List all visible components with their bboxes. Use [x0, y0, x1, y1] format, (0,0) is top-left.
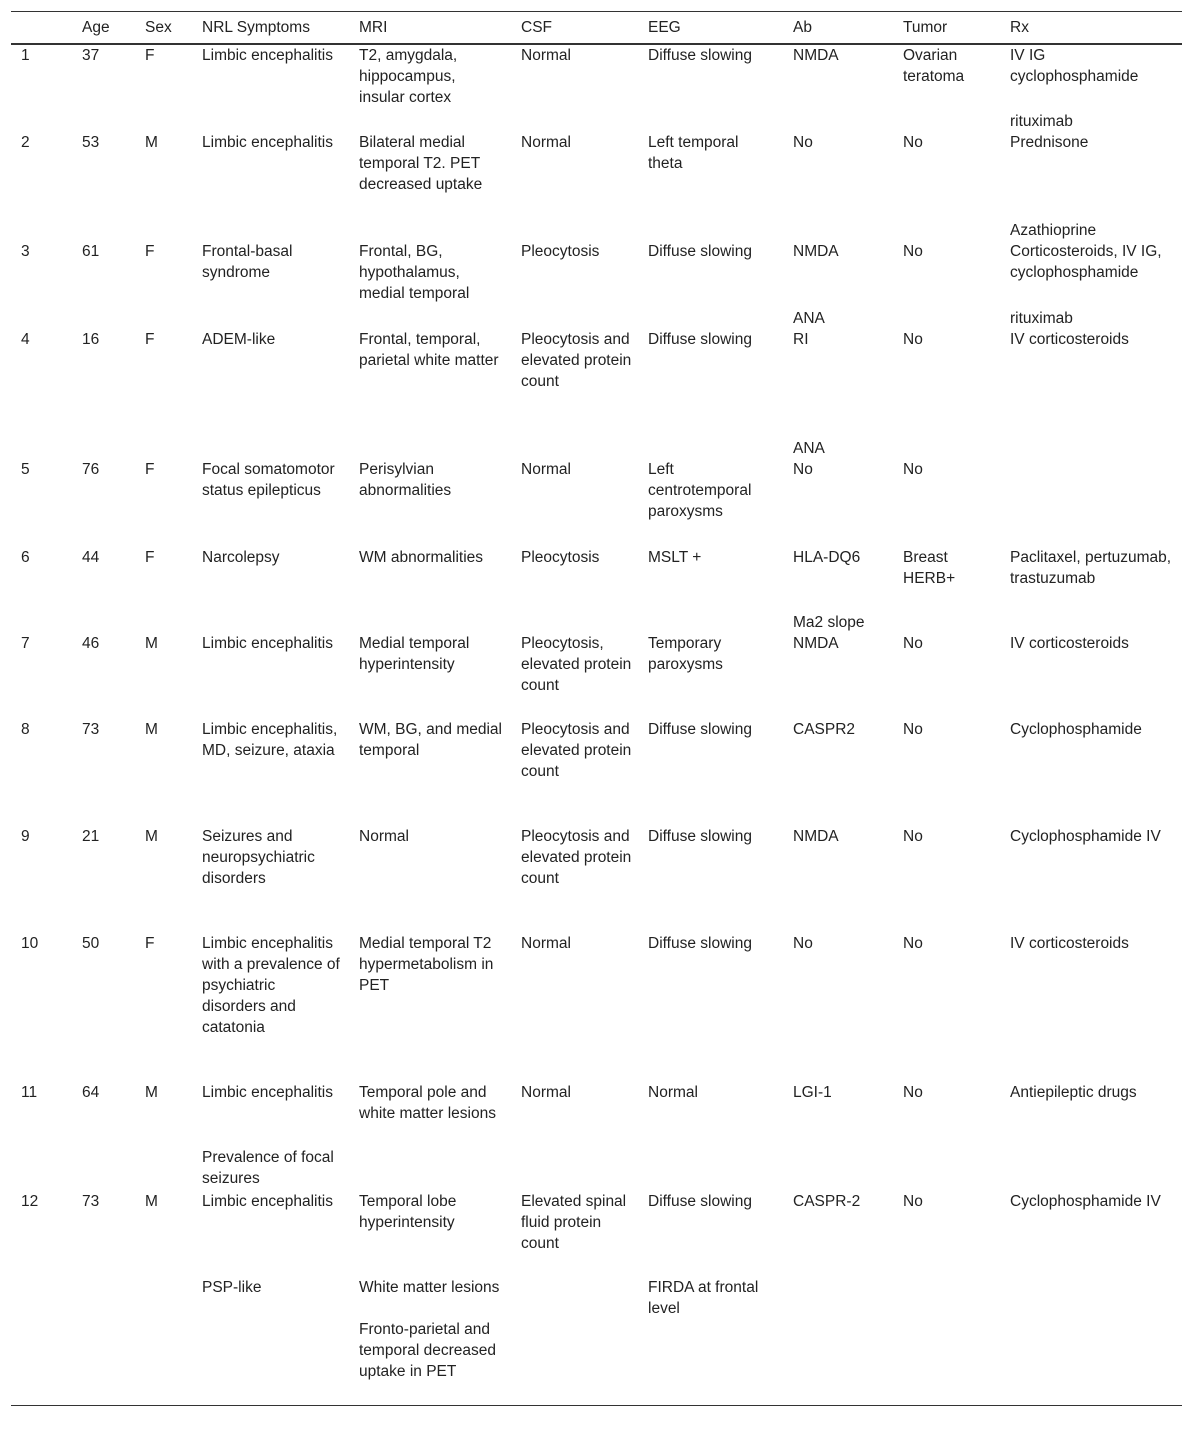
- cell-tumor: [893, 438, 1000, 459]
- cell-sex: M: [145, 134, 158, 151]
- cell-index: [11, 111, 72, 132]
- table-row: [11, 1277, 1182, 1319]
- cell-csf: Pleocytosis: [521, 549, 600, 566]
- table-row: [11, 633, 1182, 719]
- cell-rx: IV IG cyclophosphamide: [1010, 47, 1139, 85]
- cell-index: [11, 612, 72, 633]
- cell-eeg: Diffuse slowing: [648, 828, 752, 845]
- cell-ab: NMDA: [793, 243, 839, 260]
- header-ab: Ab: [793, 19, 812, 36]
- cell-mri: WM abnormalities: [359, 549, 484, 566]
- cell-ab: No: [793, 134, 813, 151]
- cell-eeg: MSLT +: [648, 549, 702, 566]
- cell-eeg: Left centrotemporal paroxysms: [648, 461, 752, 520]
- cell-tumor: No: [903, 134, 923, 151]
- cell-mri: Frontal, BG, hypothalamus, medial temporal: [359, 243, 470, 302]
- cell-index: 11: [21, 1084, 38, 1101]
- table-row: [11, 44, 1182, 111]
- cell-csf: [511, 438, 638, 459]
- cell-tumor: No: [903, 331, 923, 348]
- cell-csf: Pleocytosis: [521, 243, 600, 260]
- cell-rx: Corticosteroids, IV IG, cyclophosphamide: [1010, 243, 1162, 281]
- cell-age: 64: [82, 1084, 100, 1101]
- cell-index: [11, 220, 72, 241]
- cell-age: [72, 1147, 135, 1191]
- cell-eeg: Temporary paroxysms: [648, 635, 723, 673]
- table-row: [11, 438, 1182, 459]
- clinical-table: [11, 11, 1182, 1406]
- header-age: Age: [82, 19, 110, 36]
- cell-eeg: [638, 438, 783, 459]
- cell-mri: Temporal pole and white matter lesions: [359, 1084, 496, 1122]
- cell-index: 8: [21, 721, 30, 738]
- cell-age: [72, 438, 135, 459]
- cell-sex: [135, 612, 192, 633]
- cell-csf: Pleocytosis and elevated protein count: [521, 331, 632, 390]
- cell-index: 4: [21, 331, 30, 348]
- cell-ab: RI: [793, 331, 809, 348]
- cell-rx: Cyclophosphamide IV: [1010, 828, 1161, 845]
- cell-rx: Antiepileptic drugs: [1010, 1084, 1137, 1101]
- header-rx: Rx: [1010, 19, 1029, 36]
- cell-nrl-symptoms: [192, 438, 349, 459]
- cell-ab: [783, 1319, 893, 1405]
- cell-csf: [511, 308, 638, 329]
- cell-rx: IV corticosteroids: [1010, 331, 1129, 348]
- cell-age: 61: [82, 243, 100, 260]
- table-row: [11, 132, 1182, 220]
- header-mri: MRI: [359, 19, 388, 36]
- cell-index: 3: [21, 243, 30, 260]
- cell-mri: [349, 308, 511, 329]
- cell-mri: Medial temporal hyperintensity: [359, 635, 470, 673]
- cell-tumor: No: [903, 935, 923, 952]
- cell-rx: IV corticosteroids: [1010, 635, 1129, 652]
- table-row: [11, 1191, 1182, 1277]
- cell-mri: Temporal lobe hyperintensity: [359, 1193, 457, 1231]
- cell-nrl-symptoms: [192, 612, 349, 633]
- cell-eeg: Diffuse slowing: [648, 331, 752, 348]
- cell-csf: Pleocytosis, elevated protein count: [521, 635, 632, 694]
- cell-csf: [511, 1319, 638, 1405]
- header-sex: Sex: [145, 19, 172, 36]
- cell-eeg: [638, 1319, 783, 1405]
- cell-csf: Normal: [521, 1084, 571, 1101]
- cell-ab: HLA-DQ6: [793, 549, 861, 566]
- cell-age: [72, 1277, 135, 1319]
- cell-tumor: Ovarian teratoma: [903, 47, 965, 85]
- cell-sex: F: [145, 549, 155, 566]
- table-row: [11, 1319, 1182, 1405]
- cell-sex: [135, 438, 192, 459]
- cell-eeg: Diffuse slowing: [648, 935, 752, 952]
- cell-sex: [135, 1147, 192, 1191]
- cell-rx: Cyclophosphamide: [1010, 721, 1142, 738]
- cell-ab: CASPR2: [793, 721, 856, 738]
- cell-index: 12: [21, 1193, 39, 1210]
- cell-ab: NMDA: [793, 828, 839, 845]
- header-csf: CSF: [521, 19, 552, 36]
- cell-csf: [511, 1147, 638, 1191]
- cell-sex: F: [145, 331, 155, 348]
- cell-sex: [135, 111, 192, 132]
- cell-age: 16: [82, 331, 100, 348]
- cell-tumor: No: [903, 1193, 923, 1210]
- header-nrl-symptoms: NRL Symptoms: [202, 19, 310, 36]
- cell-mri: White matter lesions: [359, 1279, 500, 1296]
- cell-mri: Fronto-parietal and temporal decreased uptake in PET: [359, 1321, 496, 1380]
- cell-rx: IV corticosteroids: [1010, 935, 1129, 952]
- cell-index: 7: [21, 635, 30, 652]
- cell-index: 6: [21, 549, 30, 566]
- header-row: [11, 12, 1182, 45]
- cell-tumor: [893, 1319, 1000, 1405]
- cell-tumor: No: [903, 635, 923, 652]
- cell-index: 9: [21, 828, 30, 845]
- cell-ab: CASPR-2: [793, 1193, 861, 1210]
- cell-mri: [349, 220, 511, 241]
- cell-age: 76: [82, 461, 100, 478]
- cell-eeg: Diffuse slowing: [648, 243, 752, 260]
- cell-rx: Azathioprine: [1010, 222, 1097, 239]
- cell-age: 73: [82, 1193, 100, 1210]
- cell-nrl-symptoms: Frontal-basal syndrome: [202, 243, 293, 281]
- table-row: [11, 612, 1182, 633]
- table-row: [11, 308, 1182, 329]
- cell-tumor: [893, 308, 1000, 329]
- table-row: [11, 220, 1182, 241]
- cell-index: 2: [21, 134, 30, 151]
- cell-eeg: FIRDA at frontal level: [648, 1279, 759, 1317]
- cell-mri: [349, 438, 511, 459]
- cell-tumor: [893, 1147, 1000, 1191]
- cell-nrl-symptoms: Prevalence of focal seizures: [202, 1149, 334, 1187]
- cell-nrl-symptoms: Limbic encephalitis: [202, 1084, 333, 1101]
- cell-csf: [511, 612, 638, 633]
- cell-nrl-symptoms: Seizures and neuropsychiatric disorders: [202, 828, 315, 887]
- cell-age: 37: [82, 47, 100, 64]
- table-row: [11, 329, 1182, 438]
- cell-sex: M: [145, 1084, 158, 1101]
- cell-index: 5: [21, 461, 30, 478]
- table-body: [11, 44, 1182, 1405]
- cell-mri: T2, amygdala, hippocampus, insular cortex: [359, 47, 458, 106]
- cell-index: [11, 1319, 72, 1405]
- cell-index: [11, 1277, 72, 1319]
- table-row: [11, 1147, 1182, 1191]
- cell-nrl-symptoms: ADEM-like: [202, 331, 276, 348]
- cell-age: [72, 1319, 135, 1405]
- cell-rx: [1000, 1147, 1182, 1191]
- cell-csf: Normal: [521, 134, 571, 151]
- header-tumor: Tumor: [903, 19, 948, 36]
- cell-tumor: [893, 612, 1000, 633]
- cell-csf: Pleocytosis and elevated protein count: [521, 721, 632, 780]
- cell-tumor: [893, 220, 1000, 241]
- cell-age: 53: [82, 134, 100, 151]
- cell-sex: F: [145, 935, 155, 952]
- cell-index: [11, 1147, 72, 1191]
- table-row: [11, 826, 1182, 933]
- cell-tumor: Breast HERB+: [903, 549, 956, 587]
- cell-tumor: No: [903, 828, 923, 845]
- cell-eeg: [638, 220, 783, 241]
- cell-rx: [1000, 438, 1182, 459]
- cell-index: 1: [21, 47, 30, 64]
- table-row: [11, 719, 1182, 826]
- cell-ab: No: [793, 461, 813, 478]
- cell-ab: ANA: [793, 310, 825, 327]
- cell-rx: Prednisone: [1010, 134, 1089, 151]
- cell-eeg: Diffuse slowing: [648, 1193, 752, 1210]
- cell-nrl-symptoms: Focal somatomotor status epilepticus: [202, 461, 335, 499]
- cell-tumor: No: [903, 1084, 923, 1101]
- cell-rx: [1000, 1277, 1182, 1319]
- cell-sex: [135, 308, 192, 329]
- table-row: [11, 933, 1182, 1082]
- cell-mri: [349, 1147, 511, 1191]
- cell-age: 46: [82, 635, 100, 652]
- cell-csf: Normal: [521, 47, 571, 64]
- cell-nrl-symptoms: Limbic encephalitis, MD, seizure, ataxia: [202, 721, 338, 759]
- cell-nrl-symptoms: [192, 111, 349, 132]
- cell-csf: Elevated spinal fluid protein count: [521, 1193, 627, 1252]
- cell-ab: Ma2 slope: [793, 614, 865, 631]
- cell-eeg: Diffuse slowing: [648, 721, 752, 738]
- cell-csf: Pleocytosis and elevated protein count: [521, 828, 632, 887]
- cell-rx: rituximab: [1010, 113, 1073, 130]
- cell-age: [72, 111, 135, 132]
- cell-eeg: [638, 1147, 783, 1191]
- cell-age: 44: [82, 549, 100, 566]
- cell-mri: Bilateral medial temporal T2. PET decreased uptake: [359, 134, 483, 193]
- cell-ab: [783, 111, 893, 132]
- cell-mri: Normal: [359, 828, 409, 845]
- cell-mri: [349, 111, 511, 132]
- cell-ab: No: [793, 935, 813, 952]
- cell-eeg: Normal: [648, 1084, 698, 1101]
- cell-tumor: No: [903, 243, 923, 260]
- cell-tumor: [893, 1277, 1000, 1319]
- cell-eeg: [638, 612, 783, 633]
- cell-rx: Cyclophosphamide IV: [1010, 1193, 1161, 1210]
- table-row: [11, 547, 1182, 612]
- cell-tumor: No: [903, 721, 923, 738]
- cell-ab: [783, 220, 893, 241]
- cell-sex: [135, 220, 192, 241]
- cell-age: [72, 220, 135, 241]
- cell-sex: M: [145, 828, 158, 845]
- cell-mri: WM, BG, and medial temporal: [359, 721, 502, 759]
- cell-index: [11, 308, 72, 329]
- cell-csf: [511, 111, 638, 132]
- cell-sex: [135, 1319, 192, 1405]
- cell-nrl-symptoms: Limbic encephalitis: [202, 47, 333, 64]
- table-row: [11, 459, 1182, 547]
- header-index: [11, 12, 72, 45]
- cell-nrl-symptoms: [192, 1319, 349, 1405]
- cell-mri: [349, 612, 511, 633]
- cell-nrl-symptoms: PSP-like: [202, 1279, 262, 1296]
- cell-nrl-symptoms: [192, 308, 349, 329]
- cell-tumor: [893, 111, 1000, 132]
- cell-tumor: No: [903, 461, 923, 478]
- cell-index: [11, 438, 72, 459]
- cell-nrl-symptoms: Limbic encephalitis with a prevalence of psychiatric disorders and catatonia: [202, 935, 340, 1036]
- cell-rx: rituximab: [1010, 310, 1073, 327]
- cell-sex: M: [145, 721, 158, 738]
- header-eeg: EEG: [648, 19, 681, 36]
- cell-nrl-symptoms: Limbic encephalitis: [202, 635, 333, 652]
- cell-ab: LGI-1: [793, 1084, 832, 1101]
- cell-csf: [511, 1277, 638, 1319]
- cell-age: [72, 612, 135, 633]
- cell-csf: Normal: [521, 935, 571, 952]
- cell-csf: Normal: [521, 461, 571, 478]
- cell-age: [72, 308, 135, 329]
- cell-sex: F: [145, 47, 155, 64]
- cell-sex: M: [145, 1193, 158, 1210]
- cell-age: 50: [82, 935, 100, 952]
- cell-ab: [783, 1147, 893, 1191]
- cell-nrl-symptoms: Limbic encephalitis: [202, 1193, 333, 1210]
- cell-eeg: Diffuse slowing: [648, 47, 752, 64]
- cell-sex: [135, 1277, 192, 1319]
- cell-mri: Frontal, temporal, parietal white matter: [359, 331, 499, 369]
- cell-rx: [1000, 1319, 1182, 1405]
- cell-ab: NMDA: [793, 47, 839, 64]
- cell-age: 21: [82, 828, 100, 845]
- cell-mri: Perisylvian abnormalities: [359, 461, 452, 499]
- cell-nrl-symptoms: Limbic encephalitis: [202, 134, 333, 151]
- cell-nrl-symptoms: Narcolepsy: [202, 549, 280, 566]
- table-row: [11, 111, 1182, 132]
- cell-age: 73: [82, 721, 100, 738]
- cell-sex: F: [145, 461, 155, 478]
- cell-ab: ANA: [793, 440, 825, 457]
- cell-csf: [511, 220, 638, 241]
- cell-eeg: [638, 308, 783, 329]
- cell-rx: [1000, 459, 1182, 547]
- cell-eeg: Left temporal theta: [648, 134, 739, 172]
- cell-rx: [1000, 612, 1182, 633]
- cell-sex: F: [145, 243, 155, 260]
- cell-rx: Paclitaxel, pertuzumab, trastuzumab: [1010, 549, 1172, 587]
- cell-index: 10: [21, 935, 39, 952]
- cell-nrl-symptoms: [192, 220, 349, 241]
- cell-mri: Medial temporal T2 hypermetabolism in PET: [359, 935, 494, 994]
- table-row: [11, 1082, 1182, 1147]
- cell-sex: M: [145, 635, 158, 652]
- cell-ab: [783, 1277, 893, 1319]
- cell-ab: NMDA: [793, 635, 839, 652]
- cell-eeg: [638, 111, 783, 132]
- table-row: [11, 241, 1182, 308]
